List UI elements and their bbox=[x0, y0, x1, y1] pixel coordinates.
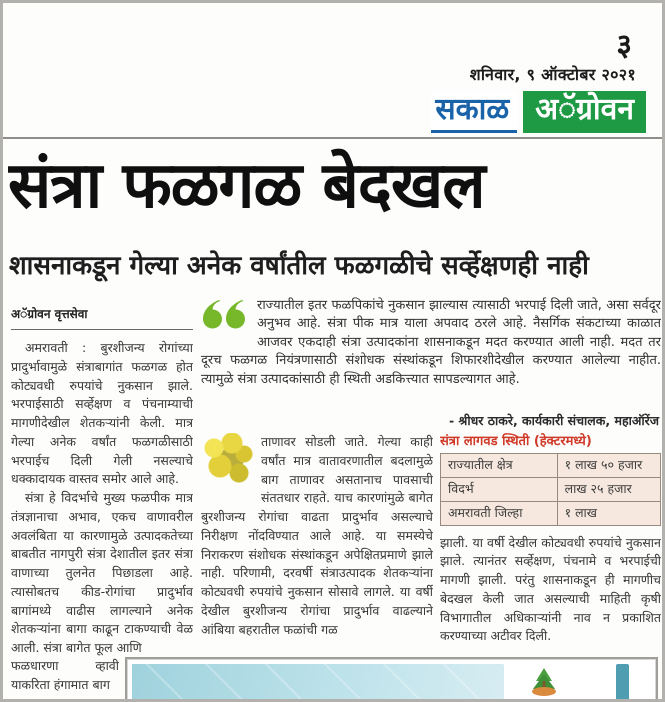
orange-acreage-table bbox=[440, 453, 661, 526]
paragraph: अमरावती : बुरशीजन्य रोगांच्या प्रादुर्भावामुळे संत्राबागांत फळगळ होत कोट्यवधी रुपयांचे नुकसान झाले. भरपाईसाठी सर्व्हेक्षण व पंचनाम्याची मागणीदेखील शेतकऱ्यांनी केली. मात्र गेल्या अनेक वर्षांत फळगळीसाठी भरपाईच दिली गेली नसल्याचे धक्कादायक वास्तव समोर आले आहे. bbox=[11, 340, 193, 487]
tree-sapling-icon bbox=[529, 667, 559, 701]
date-line: शनिवार, ९ ऑक्टोबर २०२१ bbox=[469, 65, 636, 84]
table-row bbox=[441, 454, 661, 478]
table-cell-label: अमरावती जिल्हा bbox=[441, 501, 558, 525]
pull-quote bbox=[201, 297, 661, 431]
main-headline: संत्रा फळगळ बेदखल bbox=[8, 149, 485, 223]
article-column-3-text: झाली. या वर्षी देखील कोट्यवधी रुपयांचे नुकसान झाले. त्यानंतर सर्व्हेक्षण, पंचनामे व भरपाईची मागणी झाली. परंतु शासनाकडून ही मागणीच बेदखल केली जात असल्याची माहिती कृषी विभागातील अधिकाऱ्यांनी नाव न प्रकाशित करण्याच्या अटीवर दिली. bbox=[440, 534, 661, 644]
byline: अॅग्रोवन वृत्तसेवा bbox=[11, 307, 88, 321]
bottom-photo-frame bbox=[125, 657, 658, 702]
paragraph: ताणावर सोडली जाते. गेल्या काही वर्षांत मात्र वातावरणातील बदलामुळे बाग ताणावर असतानाच पावसाची संततधार राहते. याच कारणांमुळे बागेत बुरशीजन्य रोगांचा वाढता प्रादुर्भाव असल्याचे निरीक्षण नोंदविण्यात आले आहे. या समस्येचे निराकरण संशोधक संस्थांकडून अपेक्षितप्रमाणे झाले नाही. परिणामी, दरवर्षी संत्राउत्पादक शेतकऱ्यांना कोट्यवधी रुपयांचे नुकसान सोसावे लागले. या वर्षी देखील बुरशीजन्य रोगांचा प्रादुर्भाव वाढल्याने आंबिया बहरातील फळांची गळ bbox=[201, 434, 433, 637]
paragraph: संत्रा हे विदर्भाचे मुख्य फळपीक मात्र तंत्रज्ञानाचा अभाव, एकच वाणावरील अवलंबिता या कारणामुळे उत्पादकतेच्या बाबतीत नागपुरी संत्रा देशातील इतर संत्रा वाणाच्या तुलनेत पिछाडला आहे. त्यासोबतच कीड-रोगांचा प्रादुर्भाव बागांमध्ये वाढीस लागल्याने अनेक शेतकऱ्यांना बागा काढून टाकण्याची वेळ आली. संत्रा बागेत फूल आणि bbox=[11, 490, 193, 655]
masthead-sakal-logo: सकाळ bbox=[431, 91, 517, 133]
oranges-photo bbox=[201, 433, 253, 487]
table-cell-label: विदर्भ bbox=[441, 477, 558, 501]
article-column-1-continuation: फळधारणा व्हावी याकरिता हंगामात बाग bbox=[11, 658, 119, 692]
teal-bar-graphic bbox=[616, 664, 629, 702]
page-number: ३ bbox=[616, 28, 632, 63]
table-cell-value: १ लाख ५० हजार bbox=[557, 454, 660, 478]
table-row bbox=[441, 477, 661, 501]
watermarked-sky-photo bbox=[132, 664, 504, 702]
table-cell-value: १ लाख bbox=[557, 501, 660, 525]
table-cell-label: राज्यातील क्षेत्र bbox=[441, 454, 558, 478]
table-row bbox=[441, 501, 661, 525]
article-column-1 bbox=[11, 339, 193, 657]
table-title: संत्रा लागवड स्थिती (हेक्टरमध्ये) bbox=[440, 434, 592, 449]
byline-divider bbox=[11, 329, 193, 330]
table-cell-value: लाख २५ हजार bbox=[557, 477, 660, 501]
quote-text: राज्यातील इतर फळपिकांचे नुकसान झाल्यास त्यासाठी भरपाई दिली जाते, असा सर्वदूर अनुभव आहे. संत्रा पीक मात्र याला अपवाद ठरले आहे. नैसर्गिक संकटाच्या काळात आजवर एकदाही संत्रा उत्पादकांना शासनाकडून मदत करण्यात आली नाही. मदत तर दूरच फळगळ नियंत्रणासाठी संशोधक संस्थांकडून शिफारशीदेखील करण्यात आलेल्या नाहीत. त्यामुळे संत्रा उत्पादकांसाठी ही स्थिती अडकित्त्यात सापडल्यागत आहे. bbox=[201, 298, 661, 387]
header-divider bbox=[3, 137, 662, 139]
quote-attribution: - श्रीधर ठाकरे, कार्यकारी संचालक, महाऑरेंज bbox=[441, 412, 659, 429]
article-column-2 bbox=[201, 433, 433, 655]
article-column-3 bbox=[440, 431, 661, 657]
quote-icon bbox=[201, 299, 247, 337]
masthead-agrowon-logo: अॅग्रोवन bbox=[523, 91, 646, 133]
masthead bbox=[431, 91, 646, 133]
sub-headline: शासनाकडून गेल्या अनेक वर्षांतील फळगळीचे सर्व्हेक्षणही नाही bbox=[9, 251, 589, 281]
